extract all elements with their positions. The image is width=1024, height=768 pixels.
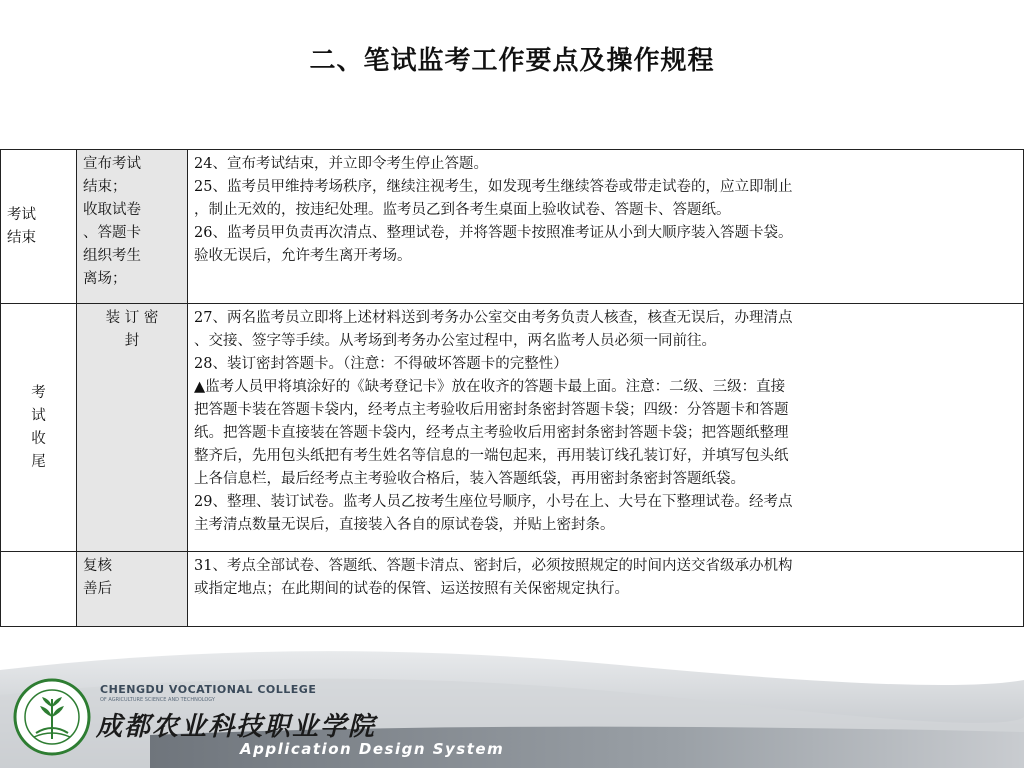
detail-line: 26、监考员甲负责再次清点、整理试卷，并将答题卡按照准考证从小到大顺序装入答题卡袋。 [194, 225, 793, 241]
stage-label-line: 试 [31, 407, 46, 424]
footer-tagline: Application Design System [240, 740, 505, 758]
stage-label-line: 尾 [31, 453, 46, 470]
detail-line: 31、考点全部试卷、答题纸、答题卡清点、密封后，必须按照规定的时间内送交省级承办机构 [194, 558, 793, 574]
stage-label-line: 收 [31, 430, 46, 447]
table-row [1, 150, 1024, 304]
detail-line: 、交接、签字等手续。从考场到考务办公室过程中，两名监考人员必须一同前往。 [194, 333, 716, 349]
step-line: 组织考生 [83, 248, 141, 264]
table-row [1, 552, 1024, 627]
detail-cell [188, 552, 1024, 627]
college-name-sub: OF AGRICULTURE SCIENCE AND TECHNOLOGY [100, 697, 215, 703]
detail-line: 验收无误后，允许考生离开考场。 [194, 248, 412, 264]
stage-label-line: 结束 [7, 229, 36, 246]
detail-line: ▲监考人员甲将填涂好的《缺考登记卡》放在收齐的答题卡最上面。注意：二级、三级：直接 [194, 379, 786, 395]
step-cell [77, 150, 188, 304]
detail-line: 上各信息栏，最后经考点主考验收合格后，装入答题纸袋，再用密封条密封答题纸袋。 [194, 471, 745, 487]
detail-line: 把答题卡装在答题卡袋内，经考点主考验收后用密封条密封答题卡袋；四级：分答题卡和答题 [194, 402, 789, 418]
step-line: 结束； [83, 179, 127, 195]
detail-line: 纸。把答题卡直接装在答题卡袋内，经考点主考验收后用密封条密封答题卡袋；把答题纸整理 [194, 425, 789, 441]
detail-line: 24、宣布考试结束，并立即令考生停止答题。 [194, 156, 488, 172]
step-line: 善后 [83, 581, 112, 597]
step-line: 复核 [83, 558, 112, 574]
footer-band [0, 640, 1024, 768]
step-line: 收取试卷 [83, 202, 141, 218]
detail-line: 27、两名监考员立即将上述材料送到考务办公室交由考务负责人核查，核查无误后，办理清点 [194, 310, 793, 326]
procedure-table [0, 149, 1024, 627]
step-line: 装 订 密 [105, 310, 159, 326]
table-row [1, 304, 1024, 552]
detail-line: 或指定地点；在此期间的试卷的保管、运送按照有关保密规定执行。 [194, 581, 629, 597]
college-name-en: CHENGDU VOCATIONAL COLLEGE [100, 683, 317, 696]
detail-line: 整齐后，先用包头纸把有考生姓名等信息的一端包起来，再用装订线孔装订好，并填写包头纸 [194, 448, 789, 464]
detail-cell [188, 150, 1024, 304]
detail-line: 主考清点数量无误后，直接装入各自的原试卷袋，并贴上密封条。 [194, 517, 615, 533]
step-line: 、答题卡 [83, 225, 141, 241]
step-cell [77, 552, 188, 627]
stage-label-line: 考 [31, 384, 46, 401]
step-line: 离场； [83, 271, 127, 287]
stage-cell [1, 552, 77, 627]
detail-line: 25、监考员甲维持考场秩序，继续注视考生，如发现考生继续答卷或带走试卷的，应立即制止 [194, 179, 793, 195]
stage-cell [1, 150, 77, 304]
step-cell [77, 304, 188, 552]
step-line: 宣布考试 [83, 156, 141, 172]
college-name-cn: 成都农业科技职业学院 [96, 712, 377, 742]
detail-cell [188, 304, 1024, 552]
stage-label-line: 考试 [7, 206, 36, 223]
college-seal-icon [12, 677, 92, 757]
detail-line: 29、整理、装订试卷。监考人员乙按考生座位号顺序，小号在上、大号在下整理试卷。经考点 [194, 494, 793, 510]
page-title: 二、笔试监考工作要点及操作规程 [309, 46, 715, 76]
detail-line: 28、装订密封答题卡。（注意：不得破坏答题卡的完整性） [194, 356, 568, 372]
step-line: 封 [124, 333, 140, 349]
detail-line: ，制止无效的，按违纪处理。监考员乙到各考生桌面上验收试卷、答题卡、答题纸。 [194, 202, 731, 218]
stage-cell [1, 304, 77, 552]
